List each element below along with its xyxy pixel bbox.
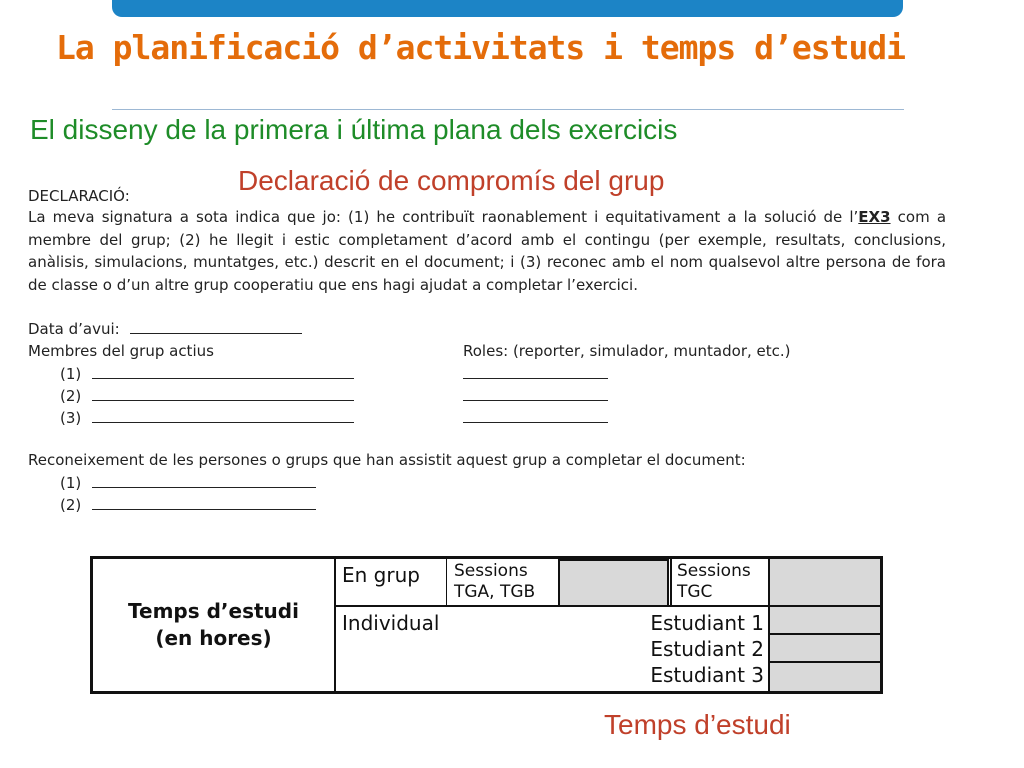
- ack-name-field[interactable]: [92, 473, 316, 488]
- study-time-heading: Temps d’estudi: [604, 709, 791, 740]
- ack-row: [60, 473, 316, 492]
- sessions-c-hours-field[interactable]: [770, 559, 880, 605]
- acknowledgement-label: Reconeixement de les persones o grups que han assistit aquest grup a completar el document:: [28, 451, 746, 469]
- ack-name-field[interactable]: [92, 495, 316, 510]
- member-number: (2): [60, 387, 82, 405]
- role-field[interactable]: [463, 364, 608, 379]
- sessions-ab-hours-field[interactable]: [558, 559, 669, 607]
- date-field[interactable]: [130, 319, 302, 334]
- student-hours-field[interactable]: [770, 607, 880, 633]
- member-row: [60, 364, 354, 383]
- student-label: Estudiant 1: [650, 611, 764, 635]
- member-number: (3): [60, 409, 82, 427]
- date-line: [28, 319, 302, 338]
- student-hours-field[interactable]: [770, 635, 880, 661]
- member-name-field[interactable]: [92, 364, 354, 379]
- roles-label: Roles: (reporter, simulador, muntador, etc.): [463, 342, 791, 360]
- role-row: [463, 364, 608, 383]
- student-label: Estudiant 2: [650, 637, 764, 661]
- study-time-label-line1: Temps d’estudi: [128, 599, 299, 623]
- role-field[interactable]: [463, 408, 608, 423]
- member-number: (1): [60, 365, 82, 383]
- declaration-text-after: com a membre del grup; (2) he llegit i estic completament d’acord amb el contingu (per exemple, resultats, conclusions, anàlisis, simulacions, muntatges, etc.) descrit en el document; i (3) reconec amb el nom qualsevol altre persona de fora de classe o d’un altre grup cooperatiu que ens hagi ajudat a completar l’exercici.: [28, 208, 947, 294]
- study-time-table: [90, 556, 883, 694]
- members-label: Membres del grup actius: [28, 342, 214, 360]
- study-time-label-line2: (en hores): [155, 626, 272, 650]
- member-row: [60, 408, 354, 427]
- commitment-heading: Declaració de compromís del grup: [238, 165, 665, 196]
- member-name-field[interactable]: [92, 408, 354, 423]
- table-divider: [334, 559, 336, 691]
- sessions-c-line2: TGC: [677, 582, 713, 602]
- slide-subtitle: El disseny de la primera i última plana dels exercicis: [30, 114, 678, 145]
- student-label: Estudiant 3: [650, 663, 764, 687]
- role-row: [463, 408, 608, 427]
- title-divider: [112, 109, 904, 110]
- table-divider: [670, 559, 672, 605]
- declaration-label: DECLARACIÓ:: [28, 187, 130, 205]
- declaration-text-before: La meva signatura a sota indica que jo: (1) he contribuït raonablement i equitativament a la solució de l’: [28, 208, 859, 226]
- ack-number: (2): [60, 496, 82, 514]
- study-time-label: [93, 559, 334, 691]
- sessions-ab-line2: TGA, TGB: [454, 582, 536, 602]
- member-name-field[interactable]: [92, 386, 354, 401]
- exercise-code: EX3: [858, 208, 891, 226]
- ack-row: [60, 495, 316, 514]
- individual-label: Individual: [342, 611, 440, 635]
- slide-title: La planificació d’activitats i temps d’estudi: [56, 28, 906, 67]
- group-label: En grup: [342, 563, 420, 587]
- table-divider: [446, 559, 447, 605]
- sessions-ab-label: [454, 561, 535, 603]
- sessions-ab-line1: Sessions: [454, 561, 528, 581]
- member-row: [60, 386, 354, 405]
- ack-number: (1): [60, 474, 82, 492]
- top-accent-bar: [112, 0, 903, 17]
- role-row: [463, 386, 608, 405]
- sessions-c-label: [677, 561, 751, 603]
- date-label: Data d’avui:: [28, 320, 120, 338]
- student-hours-field[interactable]: [770, 663, 880, 691]
- declaration-text: [28, 206, 946, 296]
- role-field[interactable]: [463, 386, 608, 401]
- sessions-c-line1: Sessions: [677, 561, 751, 581]
